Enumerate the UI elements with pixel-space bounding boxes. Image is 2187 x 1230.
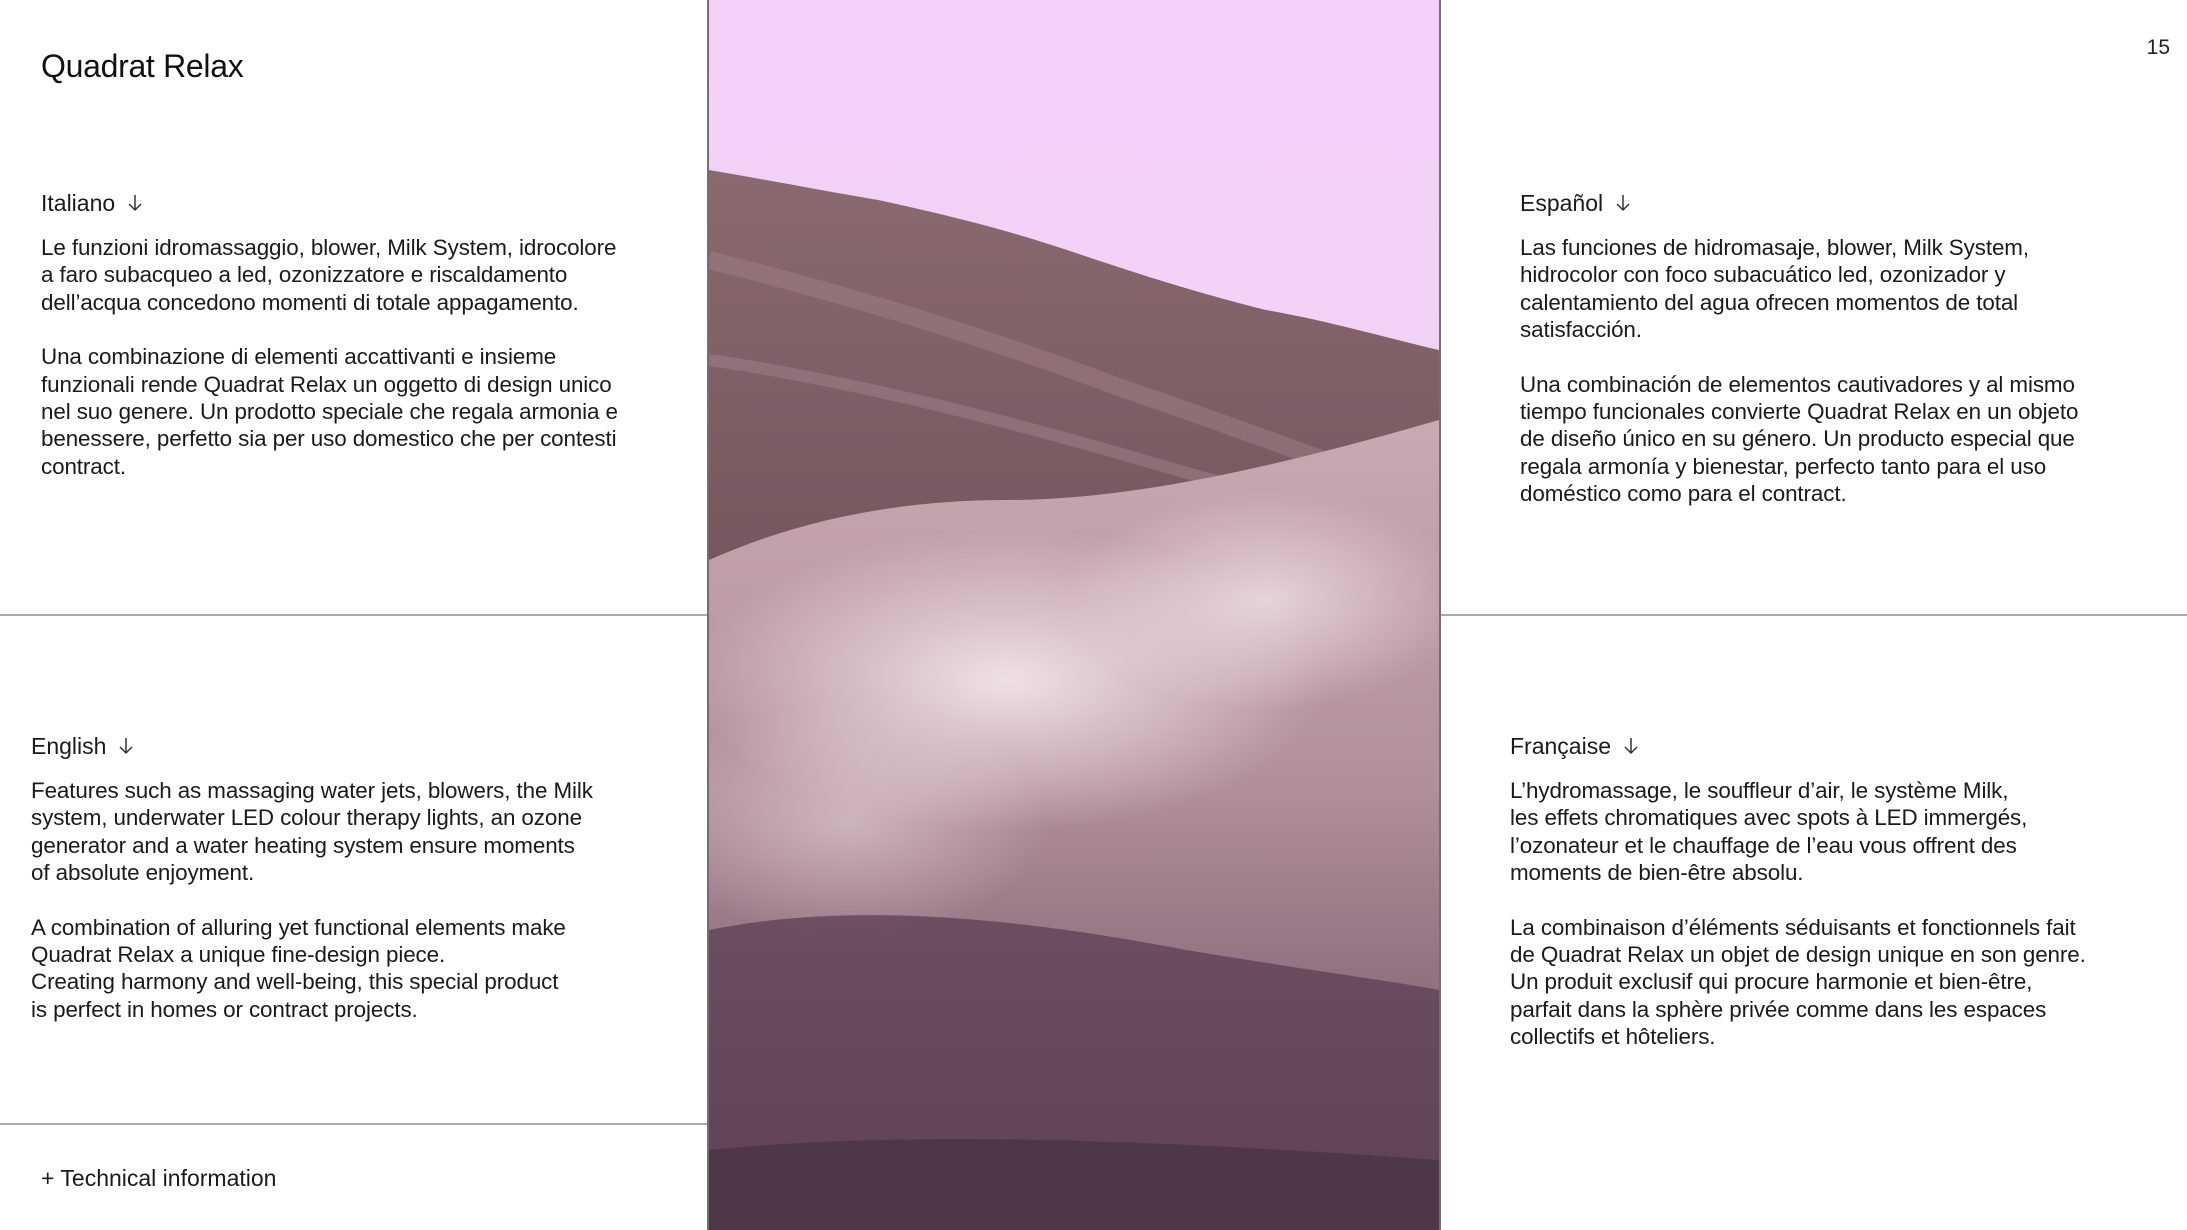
section-francaise — [1510, 731, 2170, 1078]
divider — [0, 1123, 708, 1125]
language-heading[interactable] — [41, 188, 661, 218]
paragraph: L’hydromassage, le souffleur d’air, le système Milk, les effets chromatiques avec spots à LED immergés, l’ozonateur et le chauffage de l’eau vous offrent des moments de bien-être absolu. — [1510, 778, 2028, 886]
language-label: Française — [1510, 733, 1611, 759]
section-italiano — [41, 188, 661, 507]
language-heading[interactable] — [1520, 188, 2160, 218]
arrow-down-icon — [127, 194, 143, 212]
arrow-down-icon — [1615, 194, 1631, 212]
arrow-down-icon — [118, 737, 134, 755]
language-label: English — [31, 733, 107, 759]
language-label: Italiano — [41, 190, 116, 216]
language-label: Español — [1520, 190, 1604, 216]
language-heading[interactable] — [1510, 731, 2170, 761]
divider — [1440, 614, 2187, 616]
language-heading[interactable] — [31, 731, 671, 761]
page-number: 15 — [2146, 36, 2170, 59]
paragraph: A combination of alluring yet functional elements make Quadrat Relax a unique fine-design piece. Creating harmony and well-being, this special product is perfect in homes or contract projects. — [31, 914, 566, 1022]
technical-information-link[interactable]: + Technical information — [41, 1165, 277, 1191]
paragraph: Le funzioni idromassaggio, blower, Milk System, idrocolore a faro subacqueo a led, ozonizzatore e riscaldamento dell’acqua concedono momenti di totale appagamento. — [41, 235, 617, 315]
divider — [0, 614, 708, 616]
paragraph: Una combinación de elementos cautivadores y al mismo tiempo funcionales convierte Quadrat Relax en un objeto de diseño único en su género. Un producto especial que regala armonía y bienestar, perfecto tanto para el uso doméstico como para el contract. — [1520, 371, 2079, 507]
section-espanol — [1520, 188, 2160, 535]
paragraph: Las funciones de hidromasaje, blower, Milk System, hidrocolor con foco subacuático led, ozonizador y calentamiento del agua ofrecen momentos de total satisfacción. — [1520, 235, 2029, 343]
paragraph: Una combinazione di elementi accattivanti e insieme funzionali rende Quadrat Relax un oggetto di design unico nel suo genere. Un prodotto speciale che regala armonia e benessere, perfetto sia per uso domestico che per contesti contract. — [41, 344, 618, 479]
arrow-down-icon — [1623, 737, 1639, 755]
paragraph: Features such as massaging water jets, blowers, the Milk system, underwater LED colour therapy lights, an ozone generator and a water heating system ensure moments of absolute enjoyment. — [31, 778, 593, 886]
hero-photo — [707, 0, 1441, 1230]
paragraph: La combinaison d’éléments séduisants et fonctionnels fait de Quadrat Relax un objet de design unique en son genre. Un produit exclusif qui procure harmonie et bien-être, parfait dans la sphère privée comme dans les espaces collectifs et hôteliers. — [1510, 914, 2086, 1050]
page-title: Quadrat Relax — [41, 48, 244, 84]
section-english — [31, 731, 671, 1050]
